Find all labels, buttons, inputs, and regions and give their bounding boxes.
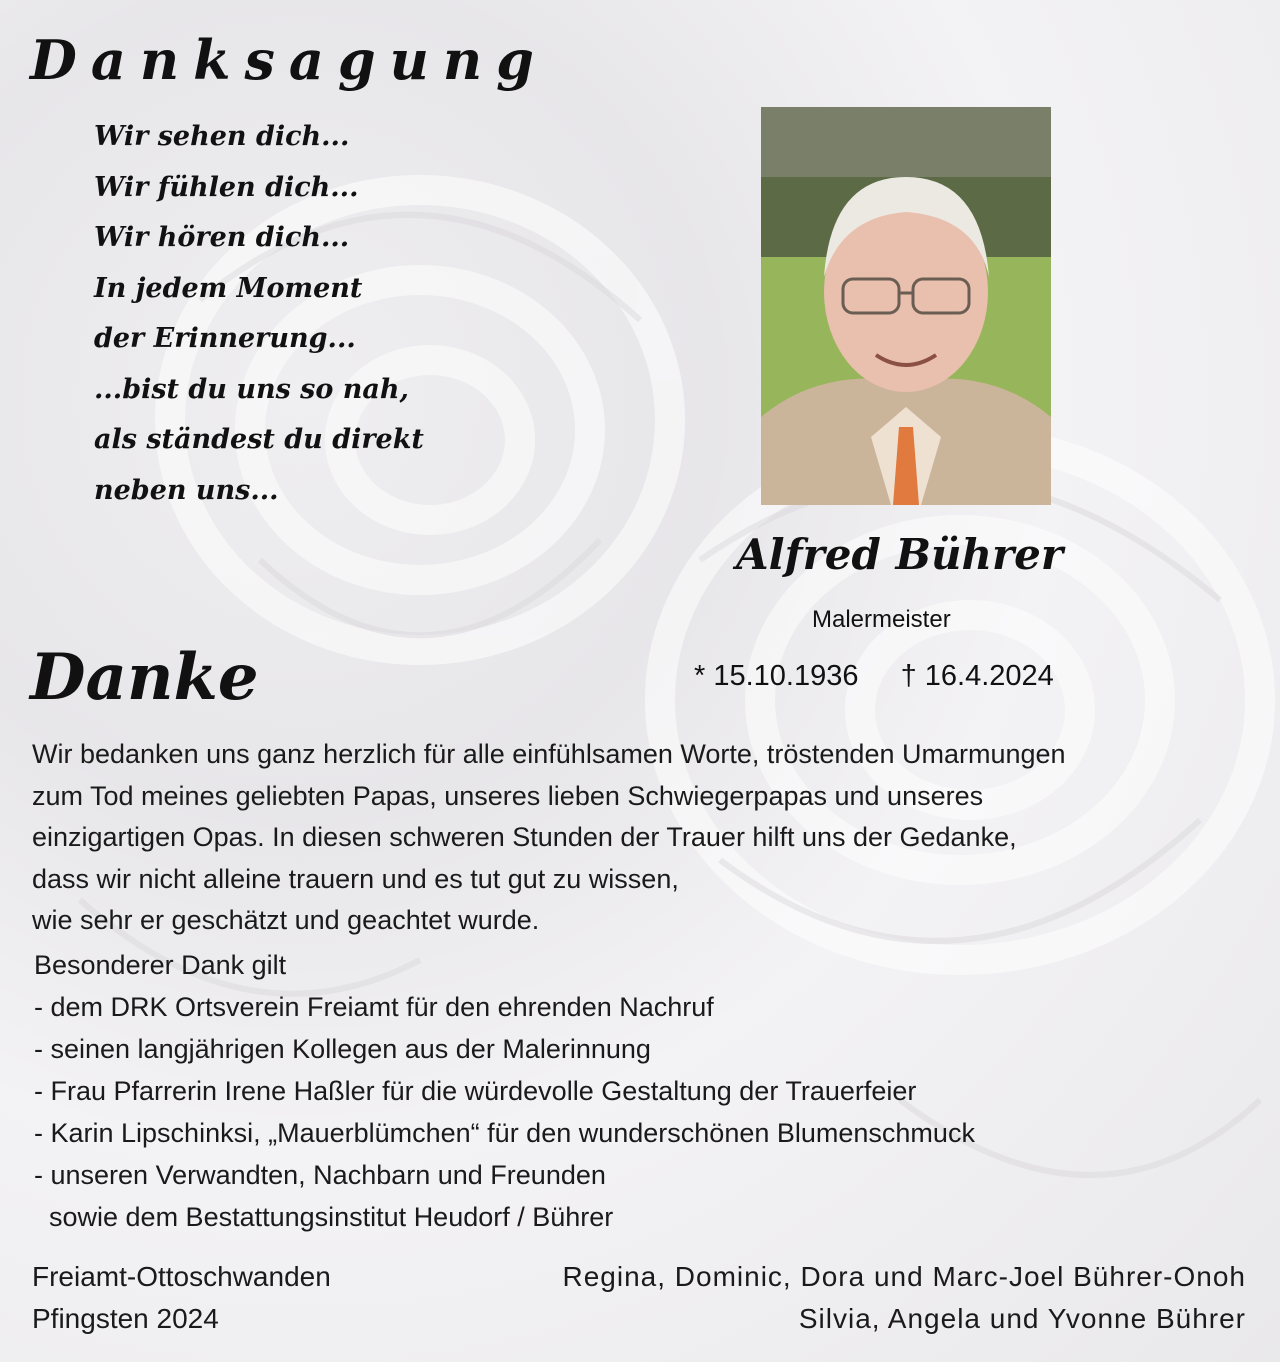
family-line: Regina, Dominic, Dora und Marc-Joel Bührer-Onoh bbox=[562, 1261, 1246, 1292]
message-line: wie sehr er geschätzt und geachtet wurde. bbox=[32, 905, 540, 935]
special-thanks-line: Besonderer Dank gilt bbox=[34, 950, 287, 980]
poem-line: Wir fühlen dich... bbox=[94, 171, 359, 203]
portrait-illustration bbox=[761, 107, 1051, 505]
footer-place-date bbox=[32, 1256, 331, 1340]
special-thanks-line: - unseren Verwandten, Nachbarn und Freunden bbox=[34, 1160, 606, 1190]
portrait-photo bbox=[761, 107, 1051, 505]
special-thanks-line: sowie dem Bestattungsinstitut Heudorf / Bührer bbox=[34, 1202, 614, 1232]
message-line: einzigartigen Opas. In diesen schweren Stunden der Trauer hilft uns der Gedanke, bbox=[32, 822, 1017, 852]
special-thanks-list bbox=[34, 944, 975, 1238]
deceased-profession: Malermeister bbox=[812, 606, 951, 633]
thanks-heading: Danke bbox=[30, 640, 259, 715]
message-line: Wir bedanken uns ganz herzlich für alle einfühlsamen Worte, tröstenden Umarmungen bbox=[32, 739, 1066, 769]
special-thanks-line: - Karin Lipschinksi, „Mauerblümchen“ für den wunderschönen Blumenschmuck bbox=[34, 1118, 975, 1148]
footer-place: Freiamt-Ottoschwanden bbox=[32, 1261, 331, 1292]
special-thanks-line: - seinen langjährigen Kollegen aus der Malerinnung bbox=[34, 1034, 651, 1064]
thanks-message bbox=[32, 734, 1066, 942]
message-line: dass wir nicht alleine trauern und es tut gut zu wissen, bbox=[32, 863, 679, 894]
special-thanks-line: - Frau Pfarrerin Irene Haßler für die würdevolle Gestaltung der Trauerfeier bbox=[34, 1076, 917, 1106]
life-dates bbox=[694, 660, 1054, 693]
special-thanks-line: - dem DRK Ortsverein Freiamt für den ehrenden Nachruf bbox=[34, 992, 714, 1022]
page-title: Danksagung bbox=[30, 28, 548, 92]
poem-line: Wir hören dich... bbox=[94, 222, 350, 253]
footer-family bbox=[563, 1256, 1247, 1340]
birth-date: * 15.10.1936 bbox=[694, 660, 859, 692]
poem-line: ...bist du uns so nah, bbox=[94, 373, 409, 405]
poem-line: neben uns... bbox=[94, 474, 279, 506]
deceased-name: Alfred Bührer bbox=[736, 530, 1063, 579]
footer-date: Pfingsten 2024 bbox=[32, 1303, 219, 1334]
poem-line: Wir sehen dich... bbox=[94, 121, 350, 152]
poem-line: der Erinnerung... bbox=[94, 323, 356, 354]
death-date: † 16.4.2024 bbox=[900, 660, 1054, 692]
poem-line: als ständest du direkt bbox=[94, 424, 424, 455]
poem-line: In jedem Moment bbox=[94, 272, 363, 304]
message-line: zum Tod meines geliebten Papas, unseres lieben Schwiegerpapas und unseres bbox=[32, 780, 984, 811]
poem bbox=[94, 112, 424, 516]
family-line: Silvia, Angela und Yvonne Bührer bbox=[798, 1303, 1246, 1334]
